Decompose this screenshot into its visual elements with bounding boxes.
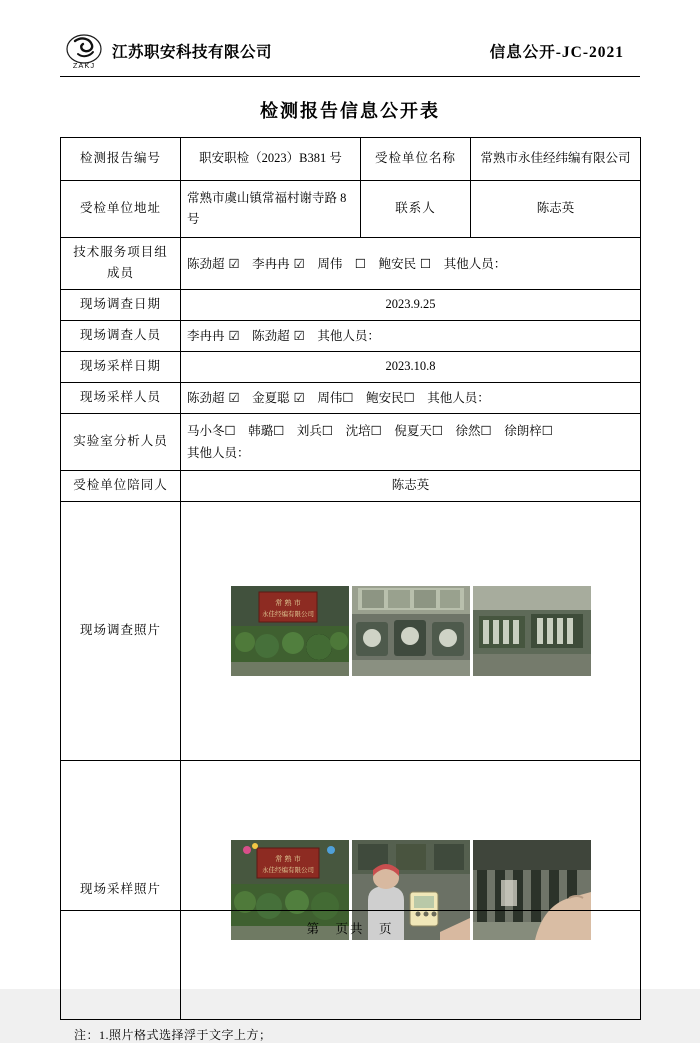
lab-staff-line2: 其他人员： <box>187 444 250 460</box>
header-left <box>62 32 272 70</box>
svg-text:永佳经编有限公司: 永佳经编有限公司 <box>261 609 314 618</box>
lab-staff-label: 实验室分析人员 <box>61 413 181 470</box>
survey-staff-label: 现场调查人员 <box>61 320 181 351</box>
table-row <box>61 238 641 290</box>
lab-staff-value <box>181 413 641 470</box>
footer-divider <box>60 910 640 911</box>
photo-company-gate <box>231 586 349 676</box>
team-value: 陈劲超 ☑ 李冉冉 ☑ 周伟 ☐ 鲍安民 ☐ 其他人员： <box>181 238 641 290</box>
sampling-staff-value: 陈劲超 ☑ 金夏聪 ☑ 周伟☐ 鲍安民☐ 其他人员： <box>181 382 641 413</box>
client-name-label: 受检单位名称 <box>361 138 471 181</box>
svg-text:常 熟 市: 常 熟 市 <box>274 598 301 607</box>
sampling-photos-label: 现场采样照片 <box>61 760 181 1019</box>
survey-photos-cell <box>181 501 641 760</box>
client-addr-value: 常熟市虞山镇常福村谢寺路 8 号 <box>181 181 361 238</box>
header-divider <box>60 76 640 77</box>
table-row-survey-photos <box>61 501 641 760</box>
page-header <box>60 28 640 76</box>
contact-label: 联系人 <box>361 181 471 238</box>
table-row <box>61 382 641 413</box>
table-row <box>61 289 641 320</box>
table-row <box>61 351 641 382</box>
sampling-photos-cell <box>181 760 641 1019</box>
team-label: 技术服务项目组成员 <box>61 238 181 290</box>
document-code: 信息公开-JC-2021 <box>489 44 624 61</box>
table-row <box>61 181 641 238</box>
survey-photos-label: 现场调查照片 <box>61 501 181 760</box>
table-row <box>61 413 641 470</box>
escort-value: 陈志英 <box>181 470 641 501</box>
contact-value: 陈志英 <box>471 181 641 238</box>
company-logo-icon <box>62 32 106 70</box>
sampling-date-label: 现场采样日期 <box>61 351 181 382</box>
svg-text:常 熟 市: 常 熟 市 <box>274 854 301 863</box>
survey-date-label: 现场调查日期 <box>61 289 181 320</box>
page-footer <box>60 910 640 937</box>
svg-text:ZAKJ: ZAKJ <box>72 61 96 70</box>
client-addr-label: 受检单位地址 <box>61 181 181 238</box>
company-name: 江苏职安科技有限公司 <box>112 44 273 61</box>
lab-staff-line1: 马小冬☐ 韩璐☐ 刘兵☐ 沈培☐ 倪夏天☐ 徐然☐ 徐朗梓☐ <box>187 423 553 439</box>
survey-staff-value: 李冉冉 ☑ 陈劲超 ☑ 其他人员： <box>181 320 641 351</box>
report-no-label: 检测报告编号 <box>61 138 181 181</box>
document-content <box>60 28 640 1043</box>
report-no-value: 职安职检（2023）B381 号 <box>181 138 361 181</box>
table-row <box>61 320 641 351</box>
photo-warping-machine <box>473 586 591 676</box>
survey-photo-strip <box>187 586 634 676</box>
table-row <box>61 138 641 181</box>
sampling-staff-label: 现场采样人员 <box>61 382 181 413</box>
survey-date-value: 2023.9.25 <box>181 289 641 320</box>
svg-text:永佳经编有限公司: 永佳经编有限公司 <box>261 865 314 874</box>
page-title: 检测报告信息公开表 <box>260 101 440 121</box>
sampling-date-value: 2023.10.8 <box>181 351 641 382</box>
escort-label: 受检单位陪同人 <box>61 470 181 501</box>
table-row-sampling-photos <box>61 760 641 1019</box>
photo-workshop-machines <box>352 586 470 676</box>
page-number: 第 页共 页 <box>306 922 394 936</box>
info-table <box>60 137 641 1020</box>
client-name-value: 常熟市永佳经纬编有限公司 <box>471 138 641 181</box>
table-row <box>61 470 641 501</box>
table-note: 注：1.照片格式选择浮于文字上方； <box>74 1027 272 1042</box>
